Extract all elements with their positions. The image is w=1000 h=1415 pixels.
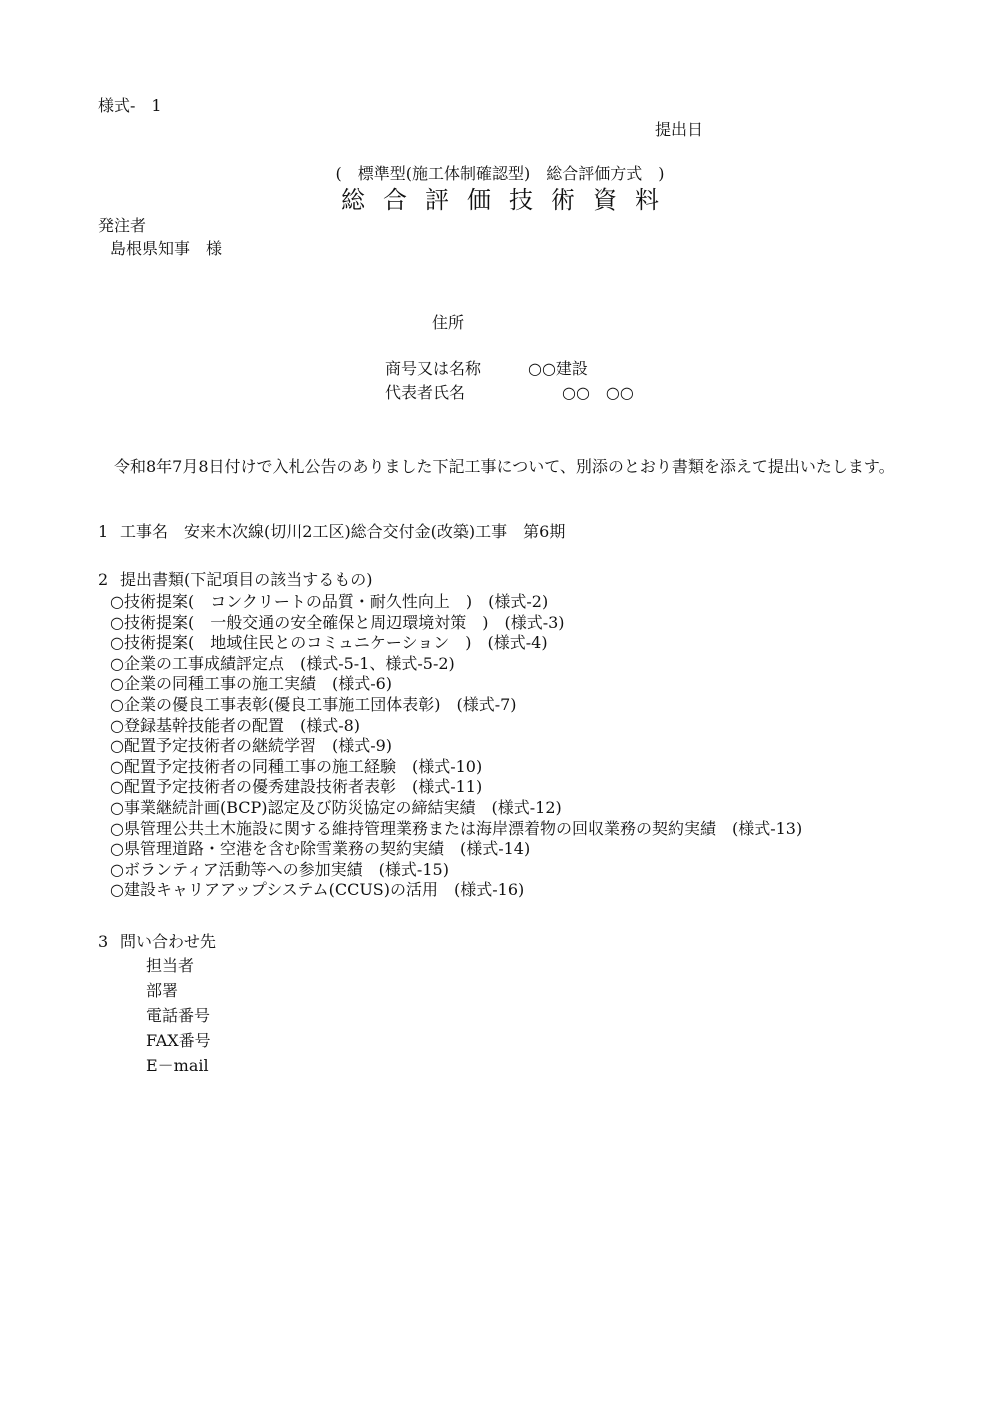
list-item: ○建設キャリアアップシステム(CCUS)の活用 (様式‐16) <box>110 880 525 900</box>
section-title: 提出書類(下記項目の該当するもの) <box>120 570 373 589</box>
submit-date-label: 提出日 <box>655 120 704 139</box>
department-label: 部署 <box>146 981 179 1000</box>
form-number: 様式‐ 1 <box>98 96 162 115</box>
section-documents-heading <box>98 570 373 590</box>
section-number: 3 <box>98 932 109 951</box>
orderer-label: 発注者 <box>98 216 147 235</box>
address-label: 住所 <box>432 313 465 332</box>
representative-label: 代表者氏名 <box>385 383 466 402</box>
fax-label: FAX番号 <box>146 1031 211 1050</box>
list-item: ○技術提案( コンクリートの品質・耐久性向上 ) (様式‐2) <box>110 592 549 611</box>
contact-list <box>146 956 211 1081</box>
company-value: ○○建設 <box>528 359 588 378</box>
list-item: ○ボランティア活動等への参加実績 (様式‐15) <box>110 859 449 879</box>
section-number: 2 <box>98 570 109 589</box>
section-label: 工事名 <box>120 522 169 541</box>
section-title: 問い合わせ先 <box>120 932 217 951</box>
list-item: ○事業継続計画(BCP)認定及び防災協定の締結実績 (様式‐12) <box>110 797 562 817</box>
list-item: ○県管理公共土木施設に関する維持管理業務または海岸漂着物の回収業務の契約実績 (様式‐13) <box>110 818 803 838</box>
section-number: 1 <box>98 522 109 541</box>
intro-paragraph: 令和8年7月8日付けで入札公告のありました下記工事について、別添のとおり書類を添えて提出いたします。 <box>114 457 895 476</box>
list-item: ○配置予定技術者の優秀建設技術者表彰 (様式‐11) <box>110 777 483 797</box>
evaluation-method: ( 標準型(施工体制確認型) 総合評価方式 ) <box>335 164 665 183</box>
project-name: 安来木次線(切川2工区)総合交付金(改築)工事 第6期 <box>184 522 566 541</box>
list-item: ○企業の同種工事の施工実績 (様式‐6) <box>110 674 393 694</box>
list-item: ○県管理道路・空港を含む除雪業務の契約実績 (様式‐14) <box>110 839 531 859</box>
company-label: 商号又は名称 <box>385 359 482 378</box>
document-list <box>110 592 802 901</box>
orderer-name: 島根県知事 様 <box>110 239 223 258</box>
list-item: ○技術提案( 地域住民とのコミュニケーション ) (様式‐4) <box>110 633 548 653</box>
list-item: ○配置予定技術者の継続学習 (様式‐9) <box>110 736 393 756</box>
contact-person-label: 担当者 <box>146 956 195 975</box>
list-item: ○企業の工事成績評定点 (様式‐5‐1、様式‐5‐2) <box>110 653 455 673</box>
representative-value: ○○ ○○ <box>562 383 634 402</box>
page-title: 総合評価技術資料 <box>341 186 677 214</box>
section-contact-heading <box>98 932 216 952</box>
list-item: ○配置予定技術者の同種工事の施工経験 (様式‐10) <box>110 756 483 776</box>
section-project-name <box>98 522 565 542</box>
list-item: ○技術提案( 一般交通の安全確保と周辺環境対策 ) (様式‐3) <box>110 612 565 632</box>
email-label: E－mail <box>146 1056 209 1075</box>
phone-label: 電話番号 <box>146 1006 211 1025</box>
list-item: ○企業の優良工事表彰(優良工事施工団体表彰) (様式‐7) <box>110 694 517 714</box>
list-item: ○登録基幹技能者の配置 (様式‐8) <box>110 715 361 735</box>
